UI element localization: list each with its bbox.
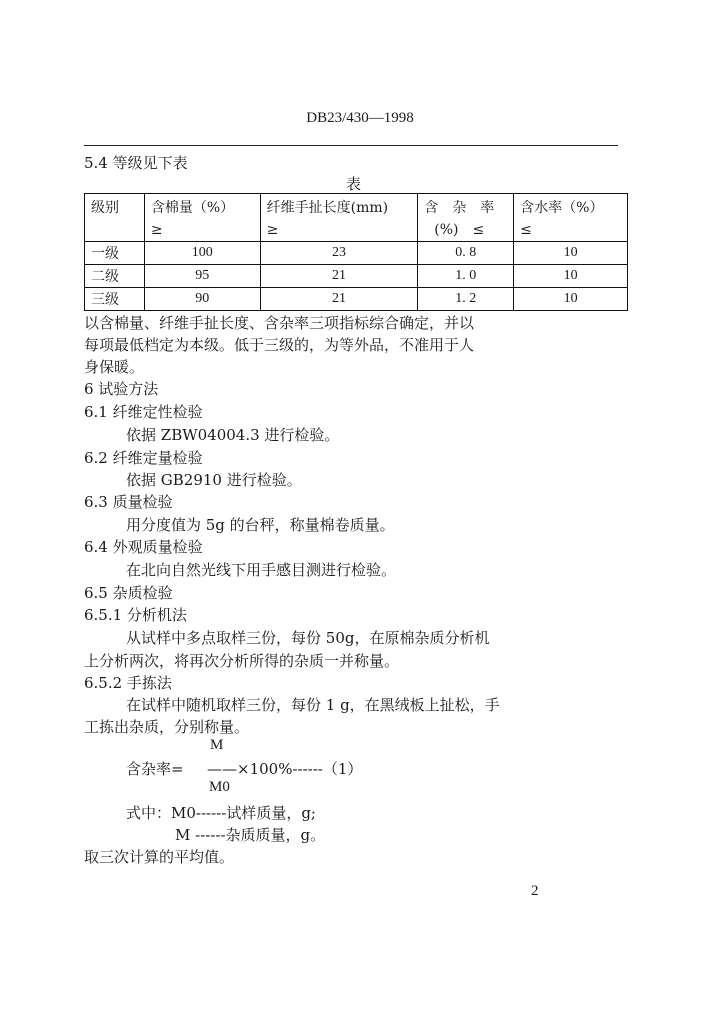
section-6-3-body: 用分度值为 5g 的台秤，称量棉卷质量。 <box>126 516 395 534</box>
table-cell: 二级 <box>85 265 145 288</box>
section-6-2-title: 6.2 纤维定量检验 <box>84 449 203 467</box>
section-6-5-2-title: 6.5.2 手拣法 <box>84 674 172 692</box>
formula-where-line: M ------杂质质量，g。 <box>175 826 326 844</box>
table-row <box>85 288 628 311</box>
table-cell: 100 <box>144 242 260 265</box>
header-cell: 纤维手扯长度(mm) ≥ <box>260 194 418 242</box>
formula-where-line: 式中：M0------试样质量，g; <box>126 804 316 822</box>
header-cell: 含水率（%） ≤ <box>514 194 628 242</box>
table-caption: 表 <box>346 175 362 193</box>
table-cell: 90 <box>144 288 260 311</box>
section-6-3-title: 6.3 质量检验 <box>84 493 173 511</box>
paragraph-line: 身保暖。 <box>84 358 145 376</box>
table-row <box>85 265 628 288</box>
formula-rhs: ——×100%------（1） <box>207 760 363 778</box>
header-cell: 级别 <box>85 194 145 242</box>
table-cell: 三级 <box>85 288 145 311</box>
table-cell: 10 <box>514 242 628 265</box>
section-5-4-title: 5.4 等级见下表 <box>84 154 188 172</box>
section-6-5-1-title: 6.5.1 分析机法 <box>84 606 187 624</box>
table-cell: 23 <box>260 242 418 265</box>
document-header: DB23/430—1998 <box>306 110 414 126</box>
table-cell: 1. 0 <box>418 265 514 288</box>
section-6-4-body: 在北向自然光线下用手感目测进行检验。 <box>126 561 397 579</box>
table-cell: 一级 <box>85 242 145 265</box>
table-cell: 10 <box>514 265 628 288</box>
formula-lhs: 含杂率= <box>126 760 184 778</box>
header-cell: 含 杂 率 (%) ≤ <box>418 194 514 242</box>
section-6-5-1-body: 从试样中多点取样三份，每份 50g，在原棉杂质分析机 <box>126 629 490 647</box>
section-6-1-body: 依据 ZBW04004.3 进行检验。 <box>126 426 340 444</box>
page-number: 2 <box>531 883 539 899</box>
formula-numerator: M <box>210 737 224 753</box>
header-rule <box>84 145 618 146</box>
closing-note: 取三次计算的平均值。 <box>84 848 235 866</box>
table-cell: 21 <box>260 265 418 288</box>
section-6-5-2-body: 工拣出杂质，分别称量。 <box>84 718 250 736</box>
paragraph-line: 以含棉量、纤维手扯长度、含杂率三项指标综合确定，并以 <box>84 314 475 332</box>
table-cell: 1. 2 <box>418 288 514 311</box>
table-cell: 10 <box>514 288 628 311</box>
table-cell: 95 <box>144 265 260 288</box>
table-row <box>85 242 628 265</box>
table-header-row <box>85 194 628 242</box>
header-cell: 含棉量（%） ≥ <box>144 194 260 242</box>
grade-table <box>84 193 628 311</box>
section-6-4-title: 6.4 外观质量检验 <box>84 538 203 556</box>
section-6-5-2-body: 在试样中随机取样三份，每份 1 g，在黑绒板上扯松，手 <box>126 696 500 714</box>
section-6-5-title: 6.5 杂质检验 <box>84 584 173 602</box>
paragraph-line: 每项最低档定为本级。低于三级的，为等外品，不准用于人 <box>84 336 475 354</box>
table-cell: 21 <box>260 288 418 311</box>
table-cell: 0. 8 <box>418 242 514 265</box>
section-6-5-1-body: 上分析两次，将再次分析所得的杂质一并称量。 <box>84 652 400 670</box>
formula-denominator: M0 <box>209 779 230 795</box>
section-6-title: 6 试验方法 <box>84 380 159 398</box>
section-6-1-title: 6.1 纤维定性检验 <box>84 403 203 421</box>
section-6-2-body: 依据 GB2910 进行检验。 <box>126 471 302 489</box>
